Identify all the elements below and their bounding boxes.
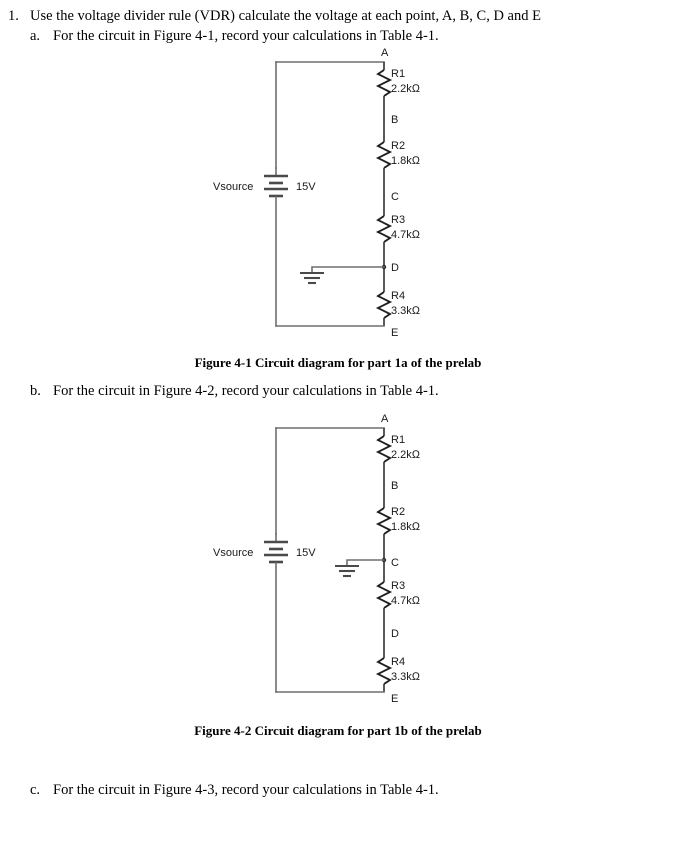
resistor-value-r3: 4.7kΩ: [391, 595, 421, 607]
resistor-value-r1: 2.2kΩ: [391, 449, 421, 461]
node-label-a: A: [381, 413, 389, 425]
node-label-b: B: [391, 480, 399, 492]
list-item-a-text: For the circuit in Figure 4-1, record your calculations in Table 4-1.: [53, 28, 439, 44]
node-label-e: E: [391, 327, 399, 339]
resistor-value-r4: 3.3kΩ: [391, 305, 421, 317]
resistor-ref-r2: R2: [391, 506, 406, 518]
vsource-label: Vsource: [213, 181, 254, 193]
resistor-value-r3: 4.7kΩ: [391, 229, 421, 241]
resistor-ref-r3: R3: [391, 580, 406, 592]
resistor-value-r2: 1.8kΩ: [391, 155, 421, 167]
list-item-b-text: For the circuit in Figure 4-2, record your calculations in Table 4-1.: [53, 383, 439, 399]
vsource-value: 15V: [296, 181, 316, 193]
resistor-ref-r3: R3: [391, 214, 406, 226]
resistor-value-r2: 1.8kΩ: [391, 521, 421, 533]
resistor-value-r1: 2.2kΩ: [391, 83, 421, 95]
vsource-label: Vsource: [213, 547, 254, 559]
resistor-ref-r2: R2: [391, 140, 406, 152]
resistor-ref-r4: R4: [391, 656, 406, 668]
resistor-ref-r4: R4: [391, 290, 406, 302]
node-label-c: C: [391, 557, 399, 569]
node-label-e: E: [391, 693, 399, 705]
resistor-ref-r1: R1: [391, 434, 406, 446]
question-text: Use the voltage divider rule (VDR) calculate the voltage at each point, A, B, C, D and E: [30, 8, 541, 24]
list-marker-c: c.: [30, 782, 41, 798]
resistor-value-r4: 3.3kΩ: [391, 671, 421, 683]
node-label-b: B: [391, 114, 399, 126]
node-label-d: D: [391, 262, 399, 274]
node-label-c: C: [391, 191, 399, 203]
figure-4-2-caption: Figure 4-2 Circuit diagram for part 1b of the prelab: [194, 723, 482, 738]
list-item-c-text: For the circuit in Figure 4-3, record your calculations in Table 4-1.: [53, 782, 439, 798]
list-marker-b: b.: [30, 383, 41, 399]
question-number: 1.: [8, 8, 19, 24]
list-marker-a: a.: [30, 28, 41, 44]
figure-4-1-circuit: [0, 44, 676, 344]
node-label-d: D: [391, 628, 399, 640]
figure-4-1-caption: Figure 4-1 Circuit diagram for part 1a of the prelab: [194, 355, 482, 370]
resistor-ref-r1: R1: [391, 68, 406, 80]
node-label-a: A: [381, 47, 389, 59]
vsource-value: 15V: [296, 547, 316, 559]
figure-4-2-circuit: [0, 410, 676, 710]
